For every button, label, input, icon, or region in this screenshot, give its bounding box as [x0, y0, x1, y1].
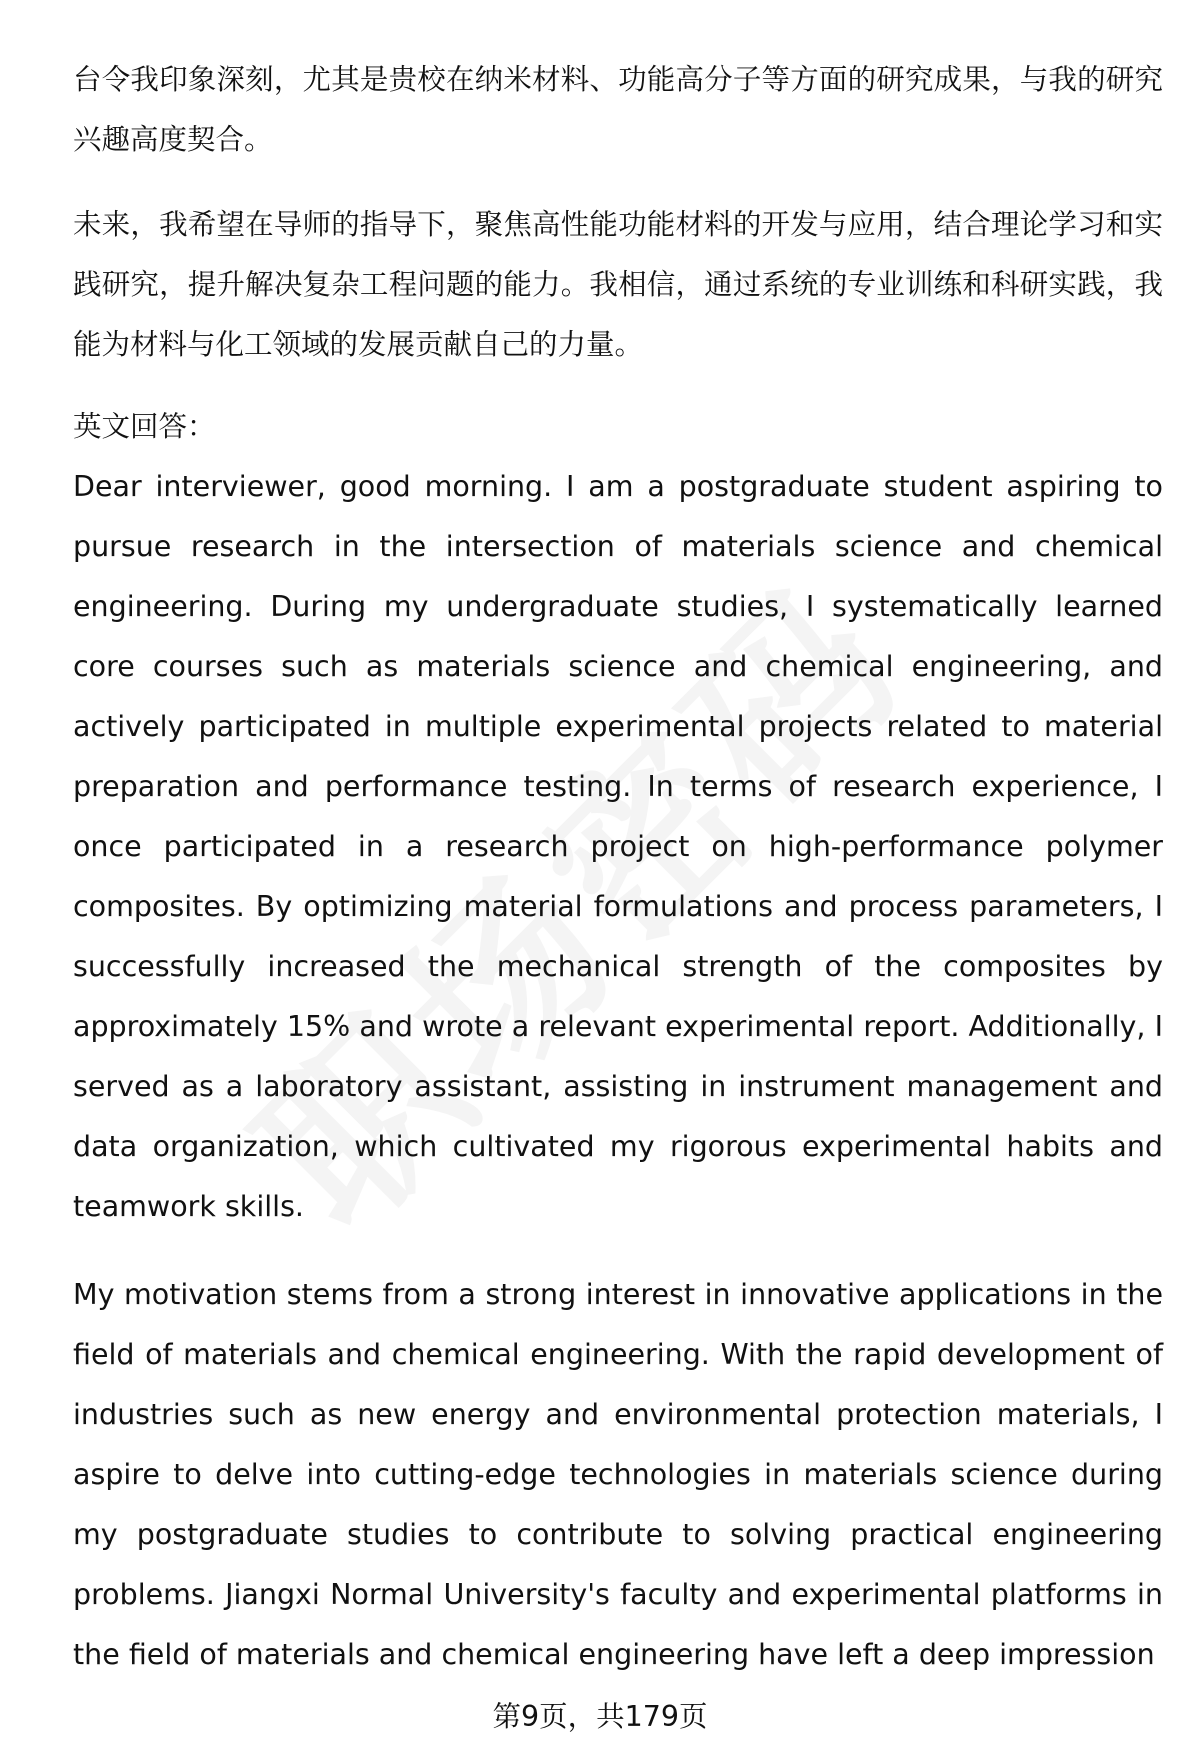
document-body — [73, 50, 1163, 1685]
paragraph-chinese-future-plan: 未来，我希望在导师的指导下，聚焦高性能功能材料的开发与应用，结合理论学习和实践研究，提升解决复杂工程问题的能力。我相信，通过系统的专业训练和科研实践，我能为材料与化工领域的发展贡献自己的力量。 — [73, 208, 1163, 361]
paragraph-english-introduction: Dear interviewer, good morning. I am a postgraduate student aspiring to pursue research in the intersection of materials science and chemical engineering. During my undergraduate studies, I systematically learned core courses such as materials science and chemical engineering, and actively participated in multiple experimental projects related to material preparation and performance testing. In terms of research experience, I once participated in a research project on high-performance polymer composites. By optimizing material formulations and process parameters, I successfully increased the mechanical strength of the composites by approximately 15% and wrote a relevant experimental report. Additionally, I served as a laboratory assistant, assisting in instrument management and data organization, which cultivated my rigorous experimental habits and teamwork skills. — [73, 470, 1163, 1223]
page-number: 第9页，共179页 — [492, 1700, 708, 1733]
paragraph-english-motivation: My motivation stems from a strong interest in innovative applications in the field of materials and chemical engineering. With the rapid development of industries such as new energy and environmental protection materials, I aspire to delve into cutting-edge technologies in materials science during my postgraduate studies to contribute to solving practical engineering problems. Jiangxi Normal University's faculty and experimental platforms in the field of materials and chemical engineering have left a deep impression — [73, 1278, 1163, 1671]
section-heading-english-answer: 英文回答： — [73, 410, 216, 443]
paragraph-chinese-intro-end: 台令我印象深刻，尤其是贵校在纳米材料、功能高分子等方面的研究成果，与我的研究兴趣高度契合。 — [73, 63, 1163, 156]
